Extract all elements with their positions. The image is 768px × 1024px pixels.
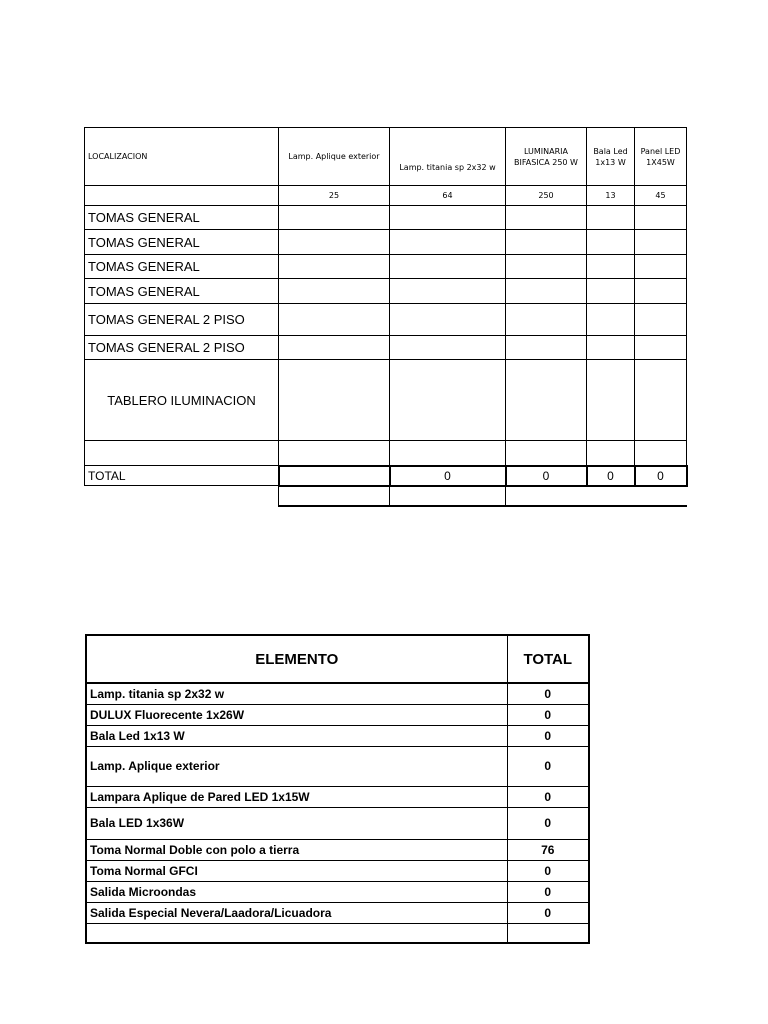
summary-table [85, 634, 590, 944]
header-aplique: Lamp. Aplique exterior [279, 128, 390, 186]
location-cell: TOMAS GENERAL 2 PISO [85, 304, 279, 336]
location-cell: TOMAS GENERAL [85, 255, 279, 279]
luminaires-table [84, 127, 688, 507]
table-row [85, 255, 687, 279]
header-panel: Panel LED 1X45W [635, 128, 687, 186]
table-row [86, 923, 589, 943]
element-name: DULUX Fluorecente 1x26W [86, 704, 507, 725]
watts-panel: 45 [635, 186, 687, 206]
table-row [85, 360, 687, 441]
location-cell: TOMAS GENERAL 2 PISO [85, 336, 279, 360]
header-luminaria: LUMINARIA BIFASICA 250 W [506, 128, 587, 186]
table-row [86, 683, 589, 704]
element-total: 0 [507, 683, 589, 704]
element-total: 0 [507, 860, 589, 881]
element-total: 0 [507, 786, 589, 807]
table-row [85, 230, 687, 255]
table-row [85, 304, 687, 336]
table-row [86, 839, 589, 860]
total-bala: 0 [587, 466, 635, 486]
element-name [86, 923, 507, 943]
element-name: Lamp. titania sp 2x32 w [86, 683, 507, 704]
element-name: Toma Normal GFCI [86, 860, 507, 881]
element-total: 0 [507, 725, 589, 746]
total-luminaria: 0 [506, 466, 587, 486]
table-row [86, 902, 589, 923]
table-row [86, 704, 589, 725]
location-cell: TOMAS GENERAL [85, 206, 279, 230]
table-row [86, 725, 589, 746]
location-cell: TOMAS GENERAL [85, 230, 279, 255]
element-name: Bala Led 1x13 W [86, 725, 507, 746]
table-row [86, 807, 589, 839]
element-name: Salida Microondas [86, 881, 507, 902]
element-name: Salida Especial Nevera/Laadora/Licuadora [86, 902, 507, 923]
element-total: 76 [507, 839, 589, 860]
element-total: 0 [507, 902, 589, 923]
table-row [85, 279, 687, 304]
element-name: Bala LED 1x36W [86, 807, 507, 839]
watts-aplique: 25 [279, 186, 390, 206]
table-row [85, 336, 687, 360]
element-total: 0 [507, 704, 589, 725]
element-name: Lampara Aplique de Pared LED 1x15W [86, 786, 507, 807]
element-total [507, 923, 589, 943]
total-panel: 0 [635, 466, 687, 486]
header-localizacion: LOCALIZACION [85, 128, 279, 186]
table-row [86, 746, 589, 786]
table-row [85, 441, 687, 466]
location-cell: TABLERO ILUMINACION [85, 360, 279, 441]
header-bala: Bala Led 1x13 W [587, 128, 635, 186]
header-elemento: ELEMENTO [86, 635, 507, 683]
total-titania: 0 [390, 466, 506, 486]
total-label: TOTAL [85, 466, 279, 486]
element-total: 0 [507, 807, 589, 839]
header-total: TOTAL [507, 635, 589, 683]
table-row [86, 860, 589, 881]
watts-bala: 13 [587, 186, 635, 206]
header-titania: Lamp. titania sp 2x32 w [390, 128, 506, 186]
location-cell: TOMAS GENERAL [85, 279, 279, 304]
total-aplique [279, 466, 390, 486]
table-row [85, 206, 687, 230]
element-name: Lamp. Aplique exterior [86, 746, 507, 786]
table-row [86, 786, 589, 807]
element-name: Toma Normal Doble con polo a tierra [86, 839, 507, 860]
watts-empty [85, 186, 279, 206]
element-total: 0 [507, 746, 589, 786]
total-row [85, 466, 687, 486]
element-total: 0 [507, 881, 589, 902]
watts-titania: 64 [390, 186, 506, 206]
table-row [86, 881, 589, 902]
watts-luminaria: 250 [506, 186, 587, 206]
